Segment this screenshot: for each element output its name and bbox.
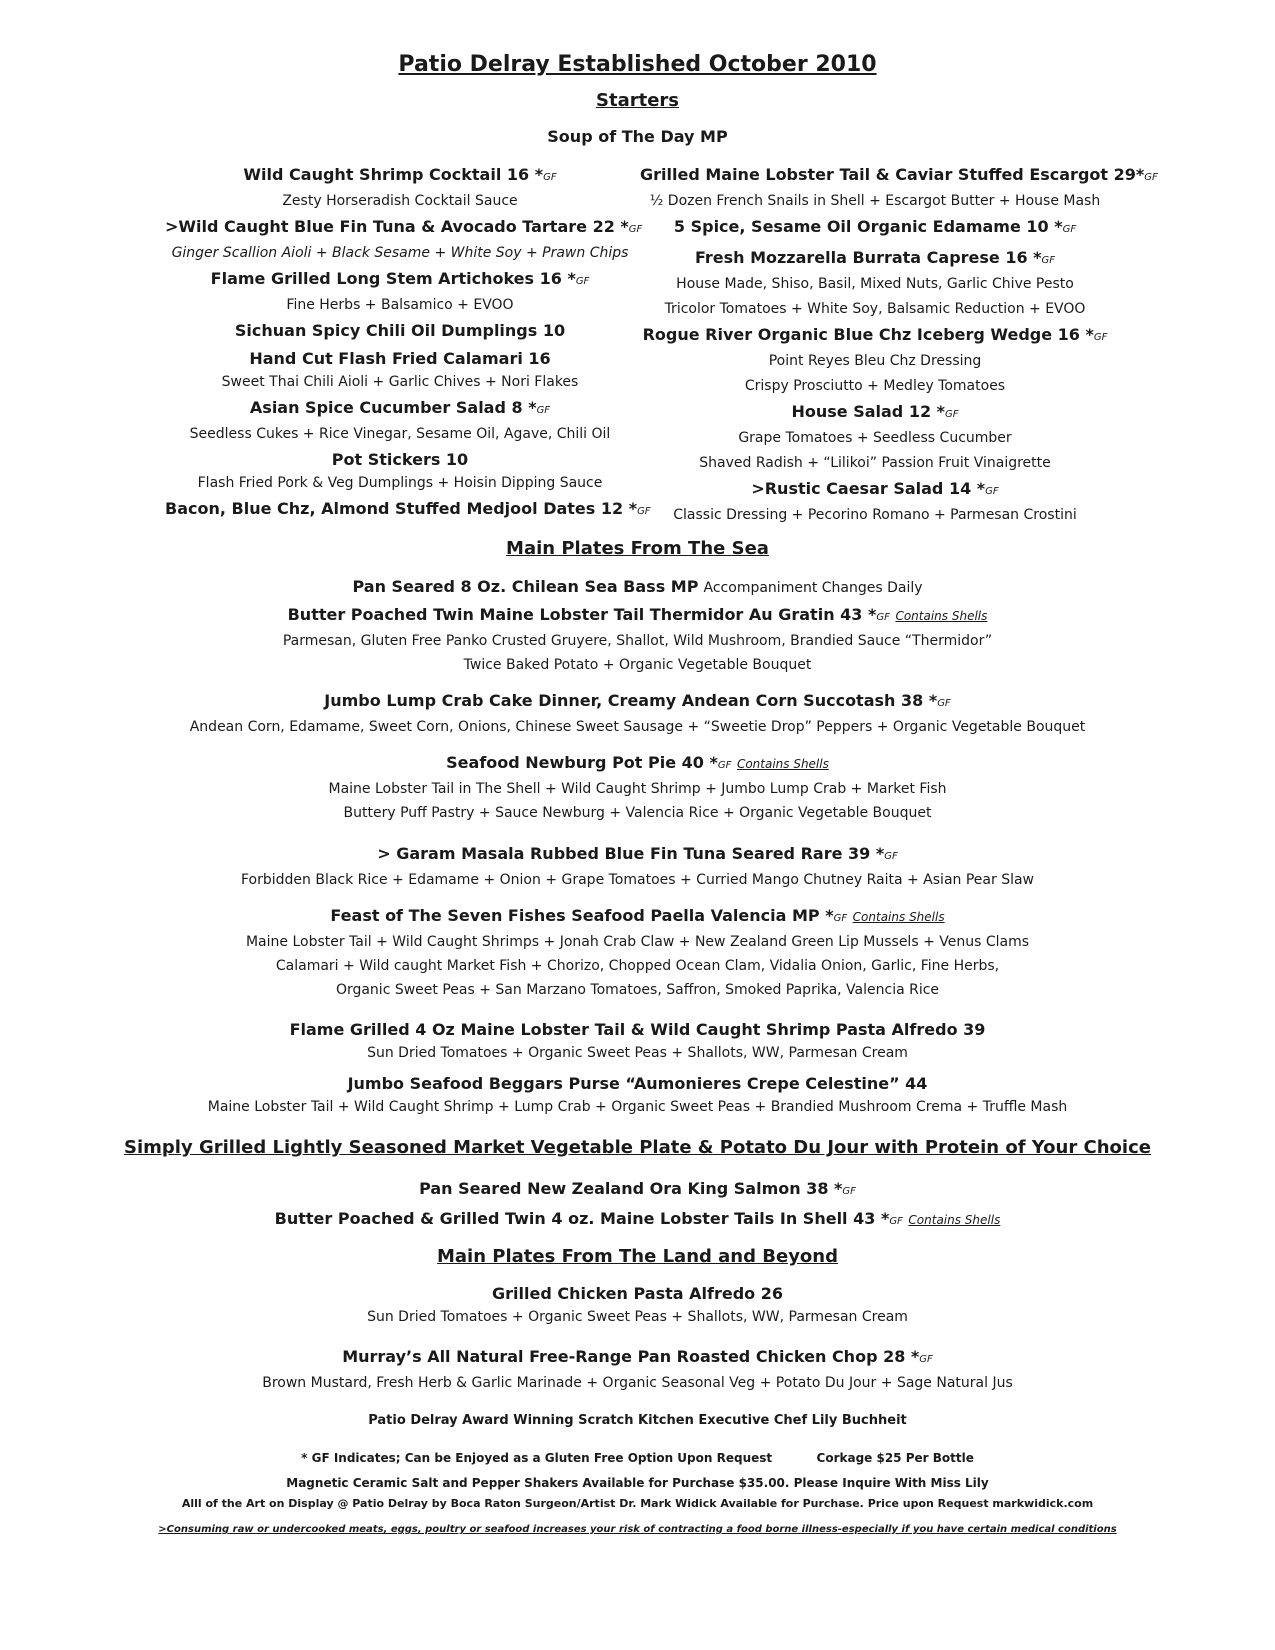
starters-left-column xyxy=(165,162,651,523)
chef-credit: Patio Delray Award Winning Scratch Kitchen Executive Chef Lily Buchheit xyxy=(368,1413,907,1428)
starter-desc: Classic Dressing + Pecorino Romano + Parmesan Crostini xyxy=(673,507,1077,523)
starter-item: Hand Cut Flash Fried Calamari 16 xyxy=(249,349,551,368)
starter-desc: Shaved Radish + “Lilikoi” Passion Fruit Vinaigrette xyxy=(699,455,1051,471)
starter-desc: Fine Herbs + Balsamico + EVOO xyxy=(286,297,514,313)
starter-item: Pot Stickers 10 xyxy=(331,450,469,469)
starter-item: Sichuan Spicy Chili Oil Dumplings 10 xyxy=(234,321,566,340)
starter-item: House Salad 12 *GF xyxy=(791,402,959,421)
starter-item: Bacon, Blue Chz, Almond Stuffed Medjool Dates 12 *GF xyxy=(165,499,651,518)
starters-right-column xyxy=(640,162,1158,528)
starter-item: Wild Caught Shrimp Cocktail 16 *GF xyxy=(243,165,557,184)
sea-item: Butter Poached Twin Maine Lobster Tail Thermidor Au Gratin 43 *GF Contains Shells Parmesan, Gluten Free Panko Crusted Gruyere, Shallot, Wild Mushroom, Brandied Sauce “Thermidor” Twice Baked Potato + Organic Vegetable Bouquet xyxy=(282,605,993,673)
starter-item: >Wild Caught Blue Fin Tuna & Avocado Tartare 22 *GF xyxy=(165,217,643,236)
starter-item: Rogue River Organic Blue Chz Iceberg Wedge 16 *GF xyxy=(642,325,1108,344)
starter-desc: Seedless Cukes + Rice Vinegar, Sesame Oil, Agave, Chili Oil xyxy=(189,426,611,442)
grilled-item: Butter Poached & Grilled Twin 4 oz. Maine Lobster Tails In Shell 43 *GF Contains Shells xyxy=(274,1209,1001,1228)
sea-item: Jumbo Seafood Beggars Purse “Aumonieres Crepe Celestine” 44 Maine Lobster Tail + Wild Caught Shrimp + Lump Crab + Organic Sweet Peas + Brandied Mushroom Crema + Truffle Mash xyxy=(207,1074,1068,1115)
starter-desc: ½ Dozen French Snails in Shell + Escargot Butter + House Mash xyxy=(649,193,1101,209)
grilled-item: Pan Seared New Zealand Ora King Salmon 38 *GF xyxy=(419,1179,856,1198)
soup-of-the-day: Soup of The Day MP xyxy=(547,127,728,146)
starter-item: Asian Spice Cucumber Salad 8 *GF xyxy=(249,398,551,417)
sea-item: Jumbo Lump Crab Cake Dinner, Creamy Andean Corn Succotash 38 *GF Andean Corn, Edamame, Sweet Corn, Onions, Chinese Sweet Sausage + “Sweetie Drop” Peppers + Organic Vegetable Bouquet xyxy=(189,691,1086,735)
starter-desc: Crispy Prosciutto + Medley Tomatoes xyxy=(744,378,1006,394)
grilled-heading: Simply Grilled Lightly Seasoned Market Vegetable Plate & Potato Du Jour with Protein of Your Choice xyxy=(124,1137,1151,1158)
health-warning: >Consuming raw or undercooked meats, eggs, poultry or seafood increases your risk of contracting a food borne illness-especially if you have certain medical conditions xyxy=(158,1524,1117,1535)
starters-heading: Starters xyxy=(596,90,679,111)
sea-item: > Garam Masala Rubbed Blue Fin Tuna Seared Rare 39 *GF Forbidden Black Rice + Edamame + Onion + Grape Tomatoes + Curried Mango Chutney Raita + Asian Pear Slaw xyxy=(240,844,1034,888)
starter-desc: Tricolor Tomatoes + White Soy, Balsamic Reduction + EVOO xyxy=(664,301,1086,317)
shakers-note: Magnetic Ceramic Salt and Pepper Shakers Available for Purchase $35.00. Please Inquire With Miss Lily xyxy=(286,1476,989,1490)
starter-item: 5 Spice, Sesame Oil Organic Edamame 10 *GF xyxy=(673,217,1077,236)
art-note: Alll of the Art on Display @ Patio Delray by Boca Raton Surgeon/Artist Dr. Mark Widick Available for Purchase. Price upon Request markwidick.com xyxy=(181,1497,1094,1510)
starter-item: Fresh Mozzarella Burrata Caprese 16 *GF xyxy=(694,248,1056,267)
starter-item: Flame Grilled Long Stem Artichokes 16 *GF xyxy=(210,269,590,288)
starter-desc: Point Reyes Bleu Chz Dressing xyxy=(768,353,982,369)
starter-item: Grilled Maine Lobster Tail & Caviar Stuffed Escargot 29*GF xyxy=(640,165,1158,184)
sea-item: Feast of The Seven Fishes Seafood Paella Valencia MP *GF Contains Shells Maine Lobster Tail + Wild Caught Shrimps + Jonah Crab Claw + New Zealand Green Lip Mussels + Venus Clams Calamari + Wild caught Market Fish + Chorizo, Chopped Ocean Clam, Vidalia Onion, Garlic, Fine Herbs, Organic Sweet Peas + San Marzano Tomatoes, Saffron, Smoked Paprika, Valencia Rice xyxy=(245,906,1030,998)
starter-desc: House Made, Shiso, Basil, Mixed Nuts, Garlic Chive Pesto xyxy=(676,276,1074,292)
menu-title: Patio Delray Established October 2010 xyxy=(398,52,877,77)
starter-desc: Grape Tomatoes + Seedless Cucumber xyxy=(738,430,1012,446)
land-heading: Main Plates From The Land and Beyond xyxy=(436,1246,838,1267)
land-item: Murray’s All Natural Free-Range Pan Roasted Chicken Chop 28 *GF Brown Mustard, Fresh Herb & Garlic Marinade + Organic Seasonal Veg + Potato Du Jour + Sage Natural Jus xyxy=(262,1347,1013,1391)
sea-item: Flame Grilled 4 Oz Maine Lobster Tail & Wild Caught Shrimp Pasta Alfredo 39 Sun Dried Tomatoes + Organic Sweet Peas + Shallots, WW, Parmesan Cream xyxy=(289,1020,986,1061)
starter-desc: Zesty Horseradish Cocktail Sauce xyxy=(282,193,518,209)
starter-desc: Ginger Scallion Aioli + Black Sesame + White Soy + Prawn Chips xyxy=(171,245,629,261)
sea-item: Seafood Newburg Pot Pie 40 *GF Contains Shells Maine Lobster Tail in The Shell + Wild Caught Shrimp + Jumbo Lump Crab + Market Fish Buttery Puff Pastry + Sauce Newburg + Valencia Rice + Organic Vegetable Bouquet xyxy=(328,753,947,821)
starter-desc: Sweet Thai Chili Aioli + Garlic Chives + Nori Flakes xyxy=(221,374,579,390)
starter-desc: Flash Fried Pork & Veg Dumplings + Hoisin Dipping Sauce xyxy=(197,475,603,491)
sea-heading: Main Plates From The Sea xyxy=(506,538,769,559)
gf-note-row: * GF Indicates; Can be Enjoyed as a Gluten Free Option Upon Request Corkage $25 Per Bottle xyxy=(301,1451,974,1465)
sea-item: Pan Seared 8 Oz. Chilean Sea Bass MP Accompaniment Changes Daily xyxy=(352,577,923,596)
land-item: Grilled Chicken Pasta Alfredo 26 Sun Dried Tomatoes + Organic Sweet Peas + Shallots, WW, Parmesan Cream xyxy=(367,1284,908,1325)
starter-item: >Rustic Caesar Salad 14 *GF xyxy=(751,479,999,498)
